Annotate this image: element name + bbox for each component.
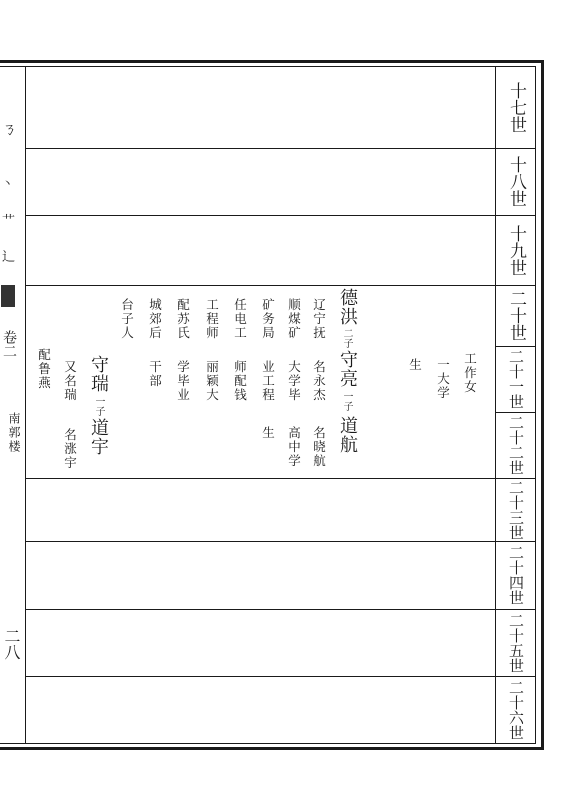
bio-line: 丽颖大 [204, 360, 220, 402]
row-divider [25, 541, 536, 542]
bio-line: 矿务局 [260, 298, 276, 340]
generation-label: 二十二世 [507, 415, 525, 475]
person-name: 守亮 [337, 350, 358, 388]
margin-mark: ⻌ [2, 250, 16, 265]
margin-mark: ㄋ [2, 120, 18, 138]
volume-mark: 卷二 [1, 330, 17, 358]
generation-label: 二十一世 [507, 349, 525, 409]
bio-line: 配苏氏 [175, 298, 191, 340]
bio-line: 生 [260, 426, 276, 440]
person-name: 道航 [337, 416, 358, 454]
hall-name: 南郭楼 [7, 412, 21, 454]
bio-line: 台子人 [119, 298, 135, 340]
bio-line: 名永杰 [311, 360, 327, 402]
bio-line: 生 [407, 358, 423, 372]
person-name: 道宇 [88, 418, 109, 456]
bio-line: 大学毕 [286, 360, 302, 402]
page-inner-border [0, 66, 536, 744]
margin-divider [25, 66, 26, 744]
generation-label: 二十四世 [507, 545, 525, 605]
person-name: 守瑞 [88, 355, 109, 393]
son-note: 一子 [93, 396, 104, 416]
bio-line: 学毕业 [175, 360, 191, 402]
bio-line: 名晓航 [311, 426, 327, 468]
row-divider [25, 148, 536, 149]
bio-line: 辽宁抚 [311, 298, 327, 340]
row-divider [25, 478, 536, 479]
generation-label: 十七世 [506, 81, 526, 133]
bio-line: 配鲁燕 [36, 348, 52, 390]
bio-line: 名涨宇 [62, 428, 78, 470]
bio-line: 师配钱 [232, 360, 248, 402]
generation-label: 十八世 [506, 156, 526, 207]
row-divider [25, 285, 536, 286]
generation-label: 二十五世 [507, 612, 525, 673]
person-name: 德洪 [337, 288, 358, 326]
row-divider [25, 609, 536, 610]
bio-line: 工作女 [462, 352, 478, 394]
row-divider [25, 676, 536, 677]
bio-line: 一大学 [435, 358, 451, 400]
generation-label: 二十六世 [507, 680, 525, 740]
bio-line: 又名瑞 [62, 360, 78, 402]
son-note: 一子 [341, 391, 352, 411]
generation-label: 二十三世 [507, 479, 525, 540]
bio-line: 高中学 [286, 426, 302, 468]
generation-label: 十九世 [506, 224, 526, 276]
margin-mark: ⺾ [2, 214, 16, 229]
bio-line: 任电工 [232, 298, 248, 340]
son-note: 二子 [341, 328, 352, 348]
page-number: 二八 [2, 628, 21, 660]
bio-line: 业工程 [260, 360, 276, 402]
generation-label: 二十世 [506, 290, 526, 341]
bio-line: 顺煤矿 [286, 298, 302, 340]
margin-mark: 丶 [2, 177, 13, 190]
margin-block-mark [1, 285, 15, 307]
bio-line: 城郊后 [147, 298, 163, 340]
row-divider [25, 215, 536, 216]
bio-line: 干部 [147, 360, 163, 388]
bio-line: 工程师 [204, 298, 220, 340]
